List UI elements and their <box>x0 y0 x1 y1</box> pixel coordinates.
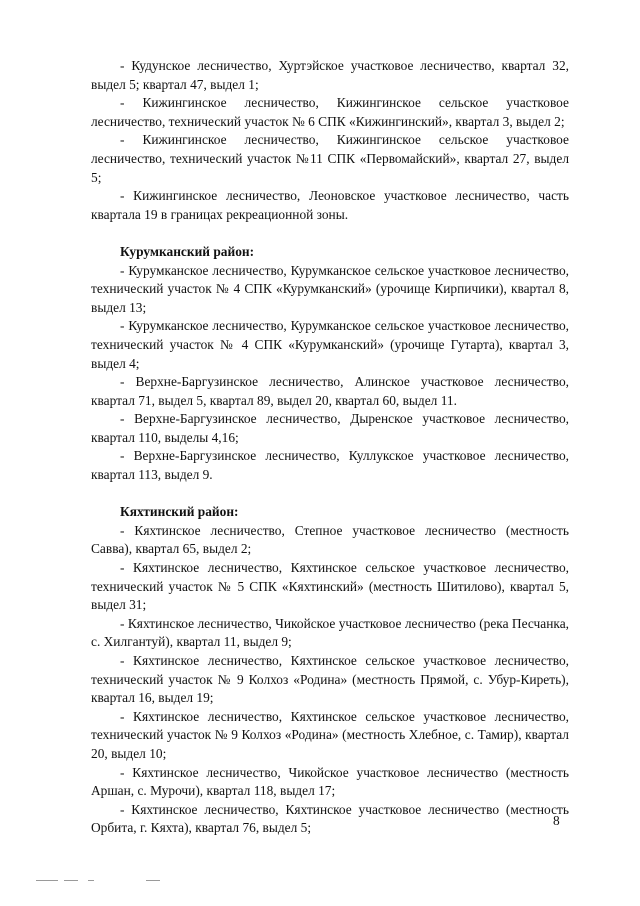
list-item: - Верхне-Баргузинское лесничество, Куллукское участковое лесничество, квартал 113, выдел 9. <box>91 448 569 483</box>
list-item: - Курумканское лесничество, Курумканское сельское участковое лесничество, технический участок № 4 СПК «Курумканский» (урочище Гутарта), квартал 3, выдел 4; <box>91 318 569 371</box>
list-item: - Верхне-Баргузинское лесничество, Дыренское участковое лесничество, квартал 110, выделы 4,16; <box>91 411 569 445</box>
list-item: - Кяхтинское лесничество, Кяхтинское сельское участковое лесничество, технический участок № 5 СПК «Кяхтинский» (местность Шитилово), квартал 5, выдел 31; <box>91 560 569 613</box>
list-item: - Кяхтинское лесничество, Чикойское участковое лесничество (река Песчанка, с. Хилгантуй), квартал 11, выдел 9; <box>91 615 569 650</box>
list-item: - Кижингинское лесничество, Кижингинское сельское участковое лесничество, технический участок №11 СПК «Первомайский», квартал 27, выдел 5; <box>91 132 569 185</box>
list-item: - Кижингинское лесничество, Кижингинское сельское участковое лесничество, технический участок № 6 СПК «Кижингинский», квартал 3, выдел 2; <box>91 95 569 129</box>
list-item: - Кяхтинское лесничество, Кяхтинское сельское участковое лесничество, технический участок № 9 Колхоз «Родина» (местность Хлебное, с. Тамир), квартал 20, выдел 10; <box>91 708 569 761</box>
section-heading-kyakhta: Кяхтинский район: <box>120 504 239 520</box>
list-item: - Кяхтинское лесничество, Кяхтинское сельское участковое лесничество, технический участок № 9 Колхоз «Родина» (местность Прямой, с. Убур-Киреть), квартал 16, выдел 19; <box>91 653 569 706</box>
document-page <box>91 57 569 838</box>
list-item: - Кудунское лесничество, Хуртэйское участковое лесничество, квартал 32, выдел 5; квартал 47, выдел 1; <box>91 58 569 92</box>
list-item: - Курумканское лесничество, Курумканское сельское участковое лесничество, технический участок № 4 СПК «Курумканский» (урочище Кирпичики), квартал 8, выдел 13; <box>91 262 569 315</box>
list-item: - Кяхтинское лесничество, Степное участковое лесничество (местность Савва), квартал 65, выдел 2; <box>91 522 569 557</box>
list-item: - Верхне-Баргузинское лесничество, Алинское участковое лесничество, квартал 71, выдел 5, квартал 89, выдел 20, квартал 60, выдел 11. <box>91 374 569 408</box>
list-item: - Кяхтинское лесничество, Кяхтинское участковое лесничество (местность Орбита, г. Кяхта), квартал 76, выдел 5; <box>91 801 569 836</box>
page-number: 8 <box>553 813 560 828</box>
section-heading-kurumkan: Курумканский район: <box>120 243 255 259</box>
list-item: - Кяхтинское лесничество, Чикойское участковое лесничество (местность Аршан, с. Мурочи), квартал 118, выдел 17; <box>91 764 569 799</box>
list-item: - Кижингинское лесничество, Леоновское участковое лесничество, часть квартала 19 в границах рекреационной зоны. <box>91 188 569 222</box>
